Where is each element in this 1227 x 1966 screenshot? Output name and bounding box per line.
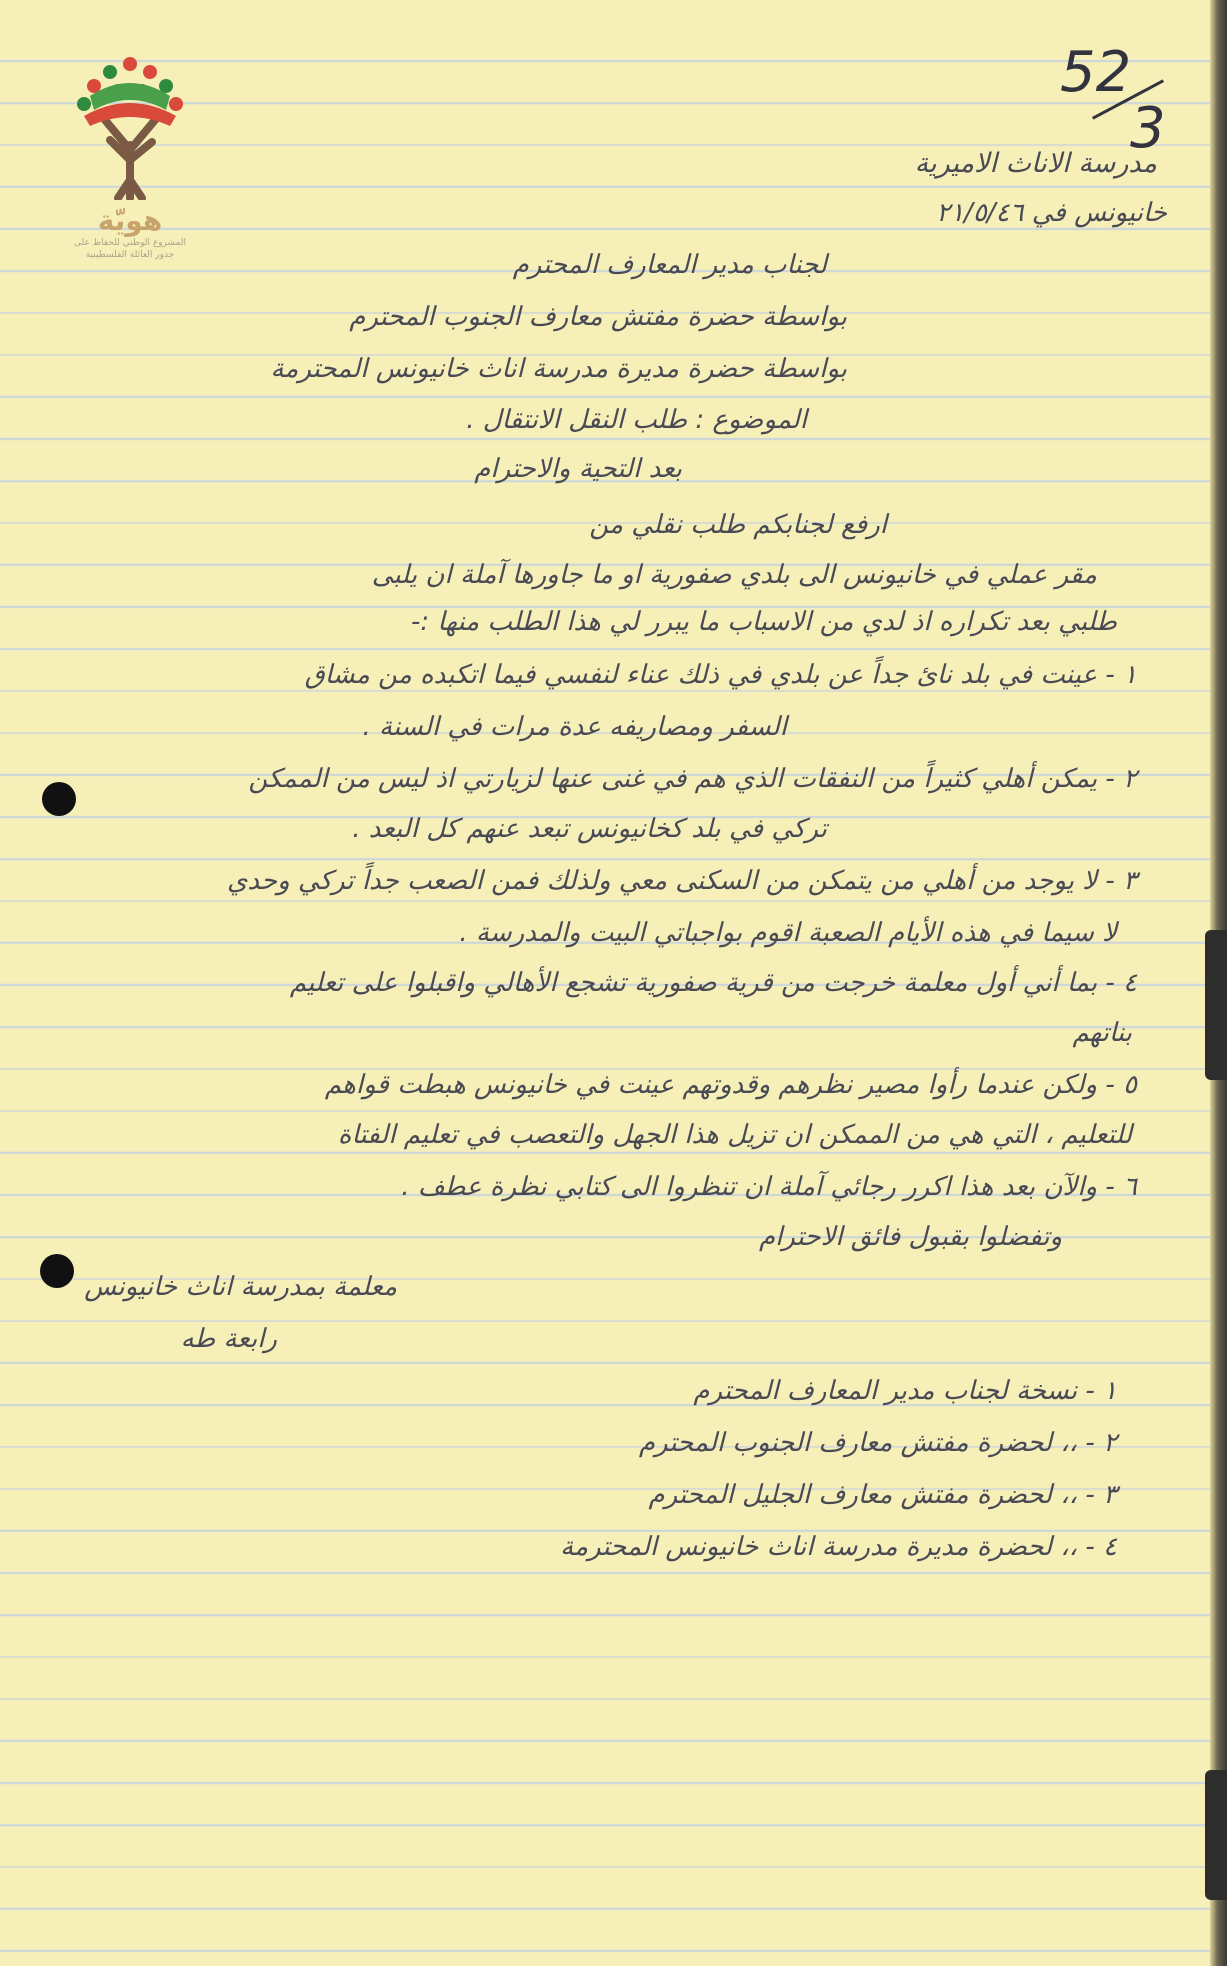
signature-name: رابعة طه xyxy=(180,1324,277,1354)
binder-tab xyxy=(1205,930,1227,1080)
subject-line: الموضوع : طلب النقل الانتقال . xyxy=(466,405,807,435)
reason-line: للتعليم ، التي هي من الممكن ان تزيل هذا الجهل والتعصب في تعليم الفتاة xyxy=(337,1120,1132,1150)
via-line: بواسطة حضرة مديرة مدرسة اناث خانيونس المحترمة xyxy=(270,354,847,384)
reason-line: ٦ - والآن بعد هذا اكرر رجائي آملة ان تنظروا الى كتابي نظرة عطف . xyxy=(401,1172,1137,1202)
reason-line: ٤ - بما أني أول معلمة خرجت من قرية صفورية تشجع الأهالي واقبلوا على تعليم xyxy=(289,968,1137,998)
binder-tab xyxy=(1205,1770,1227,1900)
body-line: ارفع لجنابكم طلب نقلي من xyxy=(589,510,887,540)
reason-line: ٣ - لا يوجد من أهلي من يتمكن من السكنى معي ولذلك فمن الصعب جداً تركي وحدي xyxy=(227,866,1137,896)
archive-page-number xyxy=(1060,40,1166,161)
via-line: بواسطة حضرة مفتش معارف الجنوب المحترم xyxy=(349,302,847,332)
copy-line: ٣ - ،، لحضرة مفتش معارف الجليل المحترم xyxy=(648,1480,1117,1510)
reason-line: ٥ - ولكن عندما رأوا مصير نظرهم وقدوتهم عينت في خانيونس هبطت قواهم xyxy=(324,1070,1137,1100)
reason-line: السفر ومصاريفه عدة مرات في السنة . xyxy=(362,712,787,742)
signature-title: معلمة بمدرسة اناث خانيونس xyxy=(84,1272,397,1302)
body-line: طلبي بعد تكراره اذ لدي من الاسباب ما يبرر لي هذا الطلب منها :- xyxy=(411,607,1117,637)
page-number-denominator: 3 xyxy=(1130,96,1166,161)
reason-line: ٢ - يمكن أهلي كثيراً من النفقات الذي هم في غنى عنها لزيارتي اذ ليس من الممكن xyxy=(248,764,1137,794)
reason-line: بناتهم xyxy=(1072,1018,1132,1048)
tree-people-icon xyxy=(70,50,190,200)
place-date: خانيونس في ٢١/٥/٤٦ xyxy=(936,198,1167,228)
recipient: لجناب مدير المعارف المحترم xyxy=(512,250,827,280)
punch-hole xyxy=(42,782,76,816)
copy-line: ٤ - ،، لحضرة مديرة مدرسة اناث خانيونس المحترمة xyxy=(560,1532,1117,1562)
punch-hole xyxy=(40,1254,74,1288)
copy-line: ٢ - ،، لحضرة مفتش معارف الجنوب المحترم xyxy=(638,1428,1117,1458)
body-line: مقر عملي في خانيونس الى بلدي صفورية او ما جاورها آملة ان يلبى xyxy=(371,560,1097,590)
reason-line: لا سيما في هذه الأيام الصعبة اقوم بواجباتي البيت والمدرسة . xyxy=(459,918,1117,948)
closing-line: وتفضلوا بقبول فائق الاحترام xyxy=(758,1222,1062,1252)
reason-line: تركي في بلد كخانيونس تبعد عنهم كل البعد . xyxy=(352,814,827,844)
copy-line: ١ - نسخة لجناب مدير المعارف المحترم xyxy=(693,1376,1117,1406)
logo-brand: هويّة xyxy=(97,204,163,237)
logo-tagline: المشروع الوطني للحفاظ على xyxy=(73,238,186,248)
reason-line: ١ - عينت في بلد نائ جداً عن بلدي في ذلك عناء لنفسي فيما اتكبده من مشاق xyxy=(304,660,1137,690)
school-name: مدرسة الاناث الاميرية xyxy=(914,148,1157,179)
page-number-numerator: 52 xyxy=(1060,40,1132,105)
hawiya-logo xyxy=(60,50,200,280)
logo-tagline: جذور العائلة الفلسطينية xyxy=(85,250,175,260)
greeting: بعد التحية والاحترام xyxy=(474,454,682,484)
